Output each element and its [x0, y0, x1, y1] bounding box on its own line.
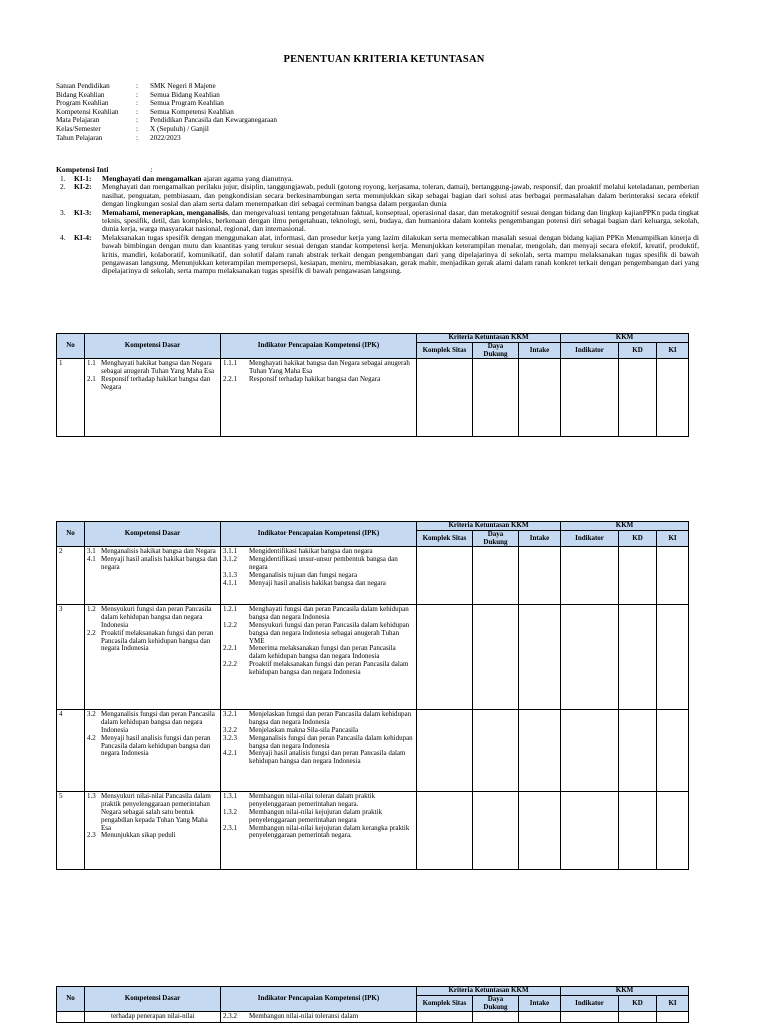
ipk-cell: [221, 605, 417, 710]
identity-colon: :: [136, 82, 138, 90]
kompetensi-inti-list: [56, 175, 699, 276]
page-title: PENENTUAN KRITERIA KETUNTASAN: [283, 54, 485, 65]
ipk-number: 2.2.2: [223, 659, 237, 668]
ipk-item: [223, 622, 414, 645]
empty-cell: [561, 1012, 619, 1023]
ki-item: [56, 209, 699, 234]
identity-row: [56, 91, 277, 100]
ipk-number: 4.1.1: [223, 578, 237, 587]
ipk-number: 3.1.2: [223, 555, 237, 564]
ipk-cell: [221, 547, 417, 605]
empty-cell: [417, 359, 473, 437]
identity-key: Bidang Keahlian: [56, 90, 105, 99]
ipk-text: Responsif terhadap hakikat bangsa dan Negara: [249, 374, 381, 383]
ipk-item: [223, 735, 414, 751]
empty-cell: [619, 605, 657, 710]
identity-value: Semua Bidang Keahlian: [150, 90, 220, 99]
empty-cell: [417, 1012, 473, 1023]
ipk-text: Mengidentifikasi hakikat bangsa dan negara: [249, 547, 373, 556]
ipk-list: [223, 793, 414, 840]
identity-row: [56, 108, 277, 117]
kompetensi-inti-colon: :: [150, 165, 153, 174]
ki-text: Melaksanakan tugas spesifik dengan menggunakan alat, informasi, dan prosedur kerja yang lazim dilakukan serta memecahkan masalah sesuai dengan bidang kajian PPKn Menampilkan kinerja di bawah bimbingan dengan mutu dan kuantitas yang terukur sesuai dengan standar kompetensi kerja. Menunjukkan keterampilan menalar, mengolah, dan menyaji secara efektif, kreatif, produktif, kritis, mandiri, kolaboratif, komunikatif, dan solutif dalam ranah abstrak terkait dengan pengembangan dari yang dipelajarinya di sekolah, serta mampu melaksanakan tugas spesifik di bawah pengawasan langsung. Menunjukkan keterampilan mempersepsi, kesiapan, meniru, membiasakan, gerak mahir, menjadikan gerak alami dalam ranah konkret terkait dengan pengembangan dari yang dipelajarinya di sekolah, serta mampu melaksanakan tugas spesifik di bawah pengawasan langsung.: [102, 232, 699, 276]
header-daya-dukung: Daya Dukung: [473, 995, 519, 1012]
header-ki: KI: [657, 342, 689, 359]
kd-item: [87, 735, 218, 758]
kd-number: 1.1: [87, 359, 96, 368]
kompetensi-dasar-cell: [85, 359, 221, 437]
identity-row: [56, 125, 277, 134]
empty-cell: [561, 547, 619, 605]
identity-value: Semua Program Keahlian: [150, 99, 224, 108]
empty-cell: [619, 792, 657, 870]
ipk-text: Membangun nilai-nilai toleransi dalam: [249, 1012, 359, 1021]
empty-cell: [519, 547, 561, 605]
identity-value: Pendidikan Pancasila dan Kewarganegaraan: [150, 116, 277, 125]
empty-cell: [657, 1012, 689, 1023]
ipk-item: [223, 645, 414, 661]
row-number: 4: [57, 710, 85, 792]
empty-cell: [417, 605, 473, 710]
ipk-number: 4.2.1: [223, 749, 237, 758]
empty-cell: [657, 359, 689, 437]
table-row: [57, 547, 689, 605]
kd-list: [87, 606, 218, 653]
identity-key: Program Keahlian: [56, 99, 109, 108]
header-kompetensi-dasar: Kompetensi Dasar: [85, 334, 221, 359]
header-indikator: Indikator: [561, 995, 619, 1012]
ipk-item: [223, 711, 414, 727]
kd-text: Menunjukkan sikap peduli: [101, 831, 176, 840]
ipk-item: [223, 360, 414, 376]
ki-number: 1.: [60, 174, 66, 183]
ipk-item: [223, 376, 414, 384]
ipk-text: Menghayati hakikat bangsa dan Negara sebagai anugerah Tuhan Yang Maha Esa: [249, 359, 410, 376]
identity-key: Kelas/Semester: [56, 124, 101, 133]
ki-code: KI-2:: [74, 182, 92, 192]
ipk-item: [223, 793, 414, 809]
ipk-text: Mengidentifikasi unsur-unsur pembentuk bangsa dan negara: [249, 555, 398, 571]
header-ipk: Indikator Pencapaian Kompetensi (IPK): [221, 987, 417, 1012]
empty-cell: [657, 547, 689, 605]
kd-item: [87, 556, 218, 572]
identity-row: [56, 134, 277, 143]
ipk-number: 1.3.2: [223, 807, 237, 816]
empty-cell: [619, 710, 657, 792]
identity-key: Mata Pelajaran: [56, 116, 100, 125]
ipk-list: [223, 548, 414, 587]
empty-cell: [561, 359, 619, 437]
ipk-text: Menerima melaksanakan fungsi dan peran Pancasila dalam kehidupan bangsa dan negara Indonesia: [249, 644, 396, 661]
ipk-text: Menjelaskan makna Sila-sila Pancasila: [249, 725, 359, 734]
ipk-number: 3.1.1: [223, 547, 237, 556]
kd-item: [87, 606, 218, 629]
empty-cell: [519, 792, 561, 870]
ipk-text: Menjelaskan fungsi dan peran Pancasila dalam kehidupan bangsa dan negara Indonesia: [249, 710, 412, 727]
empty-cell: [561, 792, 619, 870]
empty-cell: [473, 792, 519, 870]
ipk-number: 2.2.1: [223, 374, 237, 383]
table-row: [57, 710, 689, 792]
ipk-number: 1.3.1: [223, 792, 237, 801]
ipk-item: [223, 809, 414, 825]
kompetensi-dasar-cell: [85, 792, 221, 870]
ipk-text: Mensyukuri fungsi dan peran Pancasila dalam kehidupan bangsa dan negara Indonesia sebagai anugerah Tuhan YME: [249, 620, 410, 645]
identity-row: [56, 116, 277, 125]
ipk-cell: [221, 792, 417, 870]
ipk-item: [223, 606, 414, 622]
header-ki: KI: [657, 995, 689, 1012]
ipk-list: [223, 606, 414, 676]
header-no: No: [57, 522, 85, 547]
kd-text: Proaktif melaksanakan fungsi dan peran Pancasila dalam kehidupan bangsa dan negara Indonesia: [101, 628, 214, 653]
header-ki: KI: [657, 530, 689, 547]
empty-cell: [473, 710, 519, 792]
kd-number: 1.3: [87, 792, 96, 801]
kompetensi-dasar-cell: [85, 1012, 221, 1023]
kd-text: Mensyukuri nilai-nilai Pancasila dalam praktik penyelenggaraan pemerintahan Negara sebagai salah satu bentuk pengabdian kepada Tuhan Yang Maha Esa: [101, 792, 211, 832]
kd-text: terhadap penerapan nilai-nilai: [111, 1012, 195, 1021]
kd-number: 3.1: [87, 547, 96, 556]
ipk-number: 3.2.2: [223, 725, 237, 734]
ipk-text: Menyaji hasil analisis hakikat bangsa dan negara: [249, 578, 386, 587]
empty-cell: [619, 1012, 657, 1023]
header-ipk: Indikator Pencapaian Kompetensi (IPK): [221, 334, 417, 359]
kd-text: Menghayati hakikat bangsa dan Negara sebagai anugerah Tuhan Yang Maha Esa: [101, 359, 215, 376]
header-komplek-sitas: Komplek Sitas: [417, 530, 473, 547]
identity-value: X (Sepuluh) / Ganjil: [150, 124, 209, 133]
identity-key: Kompetensi Keahlian: [56, 107, 119, 116]
empty-cell: [417, 792, 473, 870]
header-kriteria-ketuntasan: Kriteria Ketuntasan KKM: [417, 522, 561, 531]
ipk-number: 2.2.1: [223, 644, 237, 653]
header-kkm: KKM: [561, 522, 689, 531]
kd-text: Menyaji hasil analisis fungsi dan peran Pancasila dalam kehidupan bangsa dan negara Indonesia: [101, 733, 211, 758]
header-ipk: Indikator Pencapaian Kompetensi (IPK): [221, 522, 417, 547]
ipk-number: 1.2.2: [223, 620, 237, 629]
kompetensi-inti-heading: [56, 165, 153, 174]
ki-number: 2.: [60, 182, 66, 192]
ipk-number: 1.2.1: [223, 605, 237, 614]
identity-colon: :: [136, 107, 138, 116]
ki-text: Menghayati dan mengamalkan ajaran agama yang dianutnya.: [102, 174, 294, 183]
ipk-item: [223, 750, 414, 766]
identity-colon: :: [136, 133, 138, 142]
header-komplek-sitas: Komplek Sitas: [417, 995, 473, 1012]
kd-number: 4.2: [87, 733, 96, 742]
kd-text: Menyaji hasil analisis hakikat bangsa dan negara: [101, 555, 218, 571]
ipk-item: [223, 825, 414, 841]
kd-number: 3.2: [87, 710, 96, 719]
kompetensi-dasar-cell: [85, 710, 221, 792]
ki-text: Menghayati dan mengamalkan perilaku jujur, disiplin, tanggungjawab, peduli (gotong royong, kerjasama, toleran, damai), bertanggung-jawab, responsif, dan proaktif melalui keteladanan, pemberian nasihat, penguatan, pembiasaan, dan pengkondisian secara berkesinambungan serta menunjukkan sikap sebagai bagian dari solusi atas berbagai permasalahan dalam berinteraksi secara efektif dengan lingkungan sosial dan alam serta dalam menempatkan diri sebagai cerminan bangsa dalam pergaulan dunia: [102, 182, 699, 209]
ipk-item: [223, 580, 414, 588]
header-no: No: [57, 987, 85, 1012]
identity-row: [56, 82, 277, 91]
ki-item: [56, 183, 699, 208]
identity-colon: :: [136, 99, 138, 108]
kd-list: [87, 360, 218, 391]
table-row: [57, 792, 689, 870]
identity-value: Semua Kompetensi Keahlian: [150, 107, 234, 116]
kompetensi-dasar-cell: [85, 547, 221, 605]
empty-cell: [417, 547, 473, 605]
empty-cell: [519, 1012, 561, 1023]
kompetensi-inti-label: Kompetensi Inti: [56, 165, 109, 174]
kd-text: Mensyukuri fungsi dan peran Pancasila dalam kehidupan bangsa dan negara Indonesia: [101, 605, 212, 629]
empty-cell: [657, 605, 689, 710]
identity-value: 2022/2023: [150, 133, 181, 142]
header-kompetensi-dasar: Kompetensi Dasar: [85, 987, 221, 1012]
kkm-table-3: [56, 986, 689, 1023]
identity-key: Tahun Pelajaran: [56, 133, 103, 142]
empty-cell: [473, 359, 519, 437]
ki-emphasis: Memahami, menerapkan, menganalisis: [102, 207, 228, 217]
header-kkm: KKM: [561, 334, 689, 343]
ki-number: 3.: [60, 207, 66, 217]
kd-list: [87, 793, 218, 840]
ki-code: KI-3:: [74, 207, 92, 217]
kd-item: [87, 630, 218, 653]
header-kd: KD: [619, 530, 657, 547]
kd-item: [87, 711, 218, 734]
empty-cell: [473, 1012, 519, 1023]
ki-code: KI-4:: [74, 232, 92, 242]
empty-cell: [561, 710, 619, 792]
ipk-text: Proaktif melaksanakan fungsi dan peran Pancasila dalam kehidupan bangsa dan negara Indonesia: [249, 659, 409, 676]
kkm-table-1: [56, 333, 689, 437]
ipk-text: Membangun nilai-nilai kejujuran dalam praktik penyelenggaraan pemerintahan negara: [249, 807, 382, 824]
ipk-cell: [221, 1012, 417, 1023]
ipk-text: Membangun nilai-nilai toleran dalam praktik penyelenggaraan pemerintahan negara.: [249, 792, 375, 809]
header-intake: Intake: [519, 995, 561, 1012]
ipk-cell: [221, 710, 417, 792]
identity-block: [56, 82, 277, 142]
identity-colon: :: [136, 124, 138, 133]
ipk-text: Menganalisis fungsi dan peran Pancasila dalam kehidupan bangsa dan negara Indonesia: [249, 733, 413, 750]
ipk-number: 3.2.1: [223, 710, 237, 719]
kd-item: [87, 793, 218, 832]
identity-row: [56, 99, 277, 108]
ipk-text: Menghayati fungsi dan peran Pancasila dalam kehidupan bangsa dan negara Indonesia: [249, 605, 409, 622]
empty-cell: [657, 792, 689, 870]
ipk-number: 3.2.3: [223, 733, 237, 742]
kkm-table-2: [56, 521, 689, 870]
ki-item: [56, 234, 699, 276]
header-daya-dukung: Daya Dukung: [473, 342, 519, 359]
table-row: [57, 359, 689, 437]
empty-cell: [519, 605, 561, 710]
ipk-number: 2.3.2: [223, 1012, 237, 1021]
empty-cell: [473, 605, 519, 710]
kd-number: 2.3: [87, 831, 96, 840]
ipk-item: [223, 1013, 414, 1021]
header-intake: Intake: [519, 342, 561, 359]
kd-number: 2.2: [87, 628, 96, 637]
header-kriteria-ketuntasan: Kriteria Ketuntasan KKM: [417, 987, 561, 996]
header-indikator: Indikator: [561, 342, 619, 359]
kd-item: [87, 360, 218, 376]
header-kompetensi-dasar: Kompetensi Dasar: [85, 522, 221, 547]
row-number: 1: [57, 359, 85, 437]
table-row: [57, 1012, 689, 1023]
kd-item: [87, 376, 218, 392]
ipk-number: 2.3.1: [223, 823, 237, 832]
kd-text: Menganalisis hakikat bangsa dan Negara: [101, 547, 216, 556]
kd-number: 4.1: [87, 555, 96, 564]
kd-text: Menganalisis fungsi dan peran Pancasila dalam kehidupan bangsa dan negara Indonesia: [101, 710, 215, 734]
kd-number: 2.1: [87, 374, 96, 383]
ipk-list: [223, 360, 414, 383]
header-kriteria-ketuntasan: Kriteria Ketuntasan KKM: [417, 334, 561, 343]
empty-cell: [519, 710, 561, 792]
row-number: 2: [57, 547, 85, 605]
identity-colon: :: [136, 116, 138, 125]
ipk-item: [223, 556, 414, 572]
table-row: [57, 605, 689, 710]
empty-cell: [417, 710, 473, 792]
header-kd: KD: [619, 995, 657, 1012]
header-no: No: [57, 334, 85, 359]
ipk-text: Menyaji hasil analisis fungsi dan peran Pancasila dalam kehidupan bangsa dan negara Indonesia: [249, 749, 406, 766]
ipk-text: Membangun nilai-nilai kejujuran dalam kerangka praktik penyelenggaraan pemerintah negara.: [249, 823, 410, 840]
row-number: 5: [57, 792, 85, 870]
header-kkm: KKM: [561, 987, 689, 996]
empty-cell: [619, 547, 657, 605]
empty-cell: [561, 605, 619, 710]
ki-text: Memahami, menerapkan, menganalisis, dan mengevaluasi tentang pengetahuan faktual, konseptual, operasional dasar, dan metakognitif sesuai dengan bidang dan lingkup kajianPPKn pada tingkat teknis, spesifik, detil, dan kompleks, berkenaan dengan ilmu pengetahuan, teknologi, seni, budaya, dan humaniora dalam konteks pengembangan potensi diri sebagai bagian dari keluarga, sekolah, dunia kerja, warga masyarakat nasional, regional, dan internasional.: [102, 207, 699, 234]
ki-code: KI-1:: [74, 174, 92, 183]
ipk-cell: [221, 359, 417, 437]
header-daya-dukung: Daya Dukung: [473, 530, 519, 547]
row-number: [57, 1012, 85, 1023]
ipk-list: [223, 711, 414, 766]
row-number: 3: [57, 605, 85, 710]
empty-cell: [619, 359, 657, 437]
ipk-number: 3.1.3: [223, 570, 237, 579]
ipk-item: [223, 661, 414, 677]
identity-colon: :: [136, 90, 138, 99]
kompetensi-dasar-cell: [85, 605, 221, 710]
empty-cell: [473, 547, 519, 605]
kd-list: [87, 711, 218, 758]
ki-emphasis: Menghayati dan mengamalkan: [102, 174, 202, 183]
identity-key: Satuan Pendidikan: [56, 82, 110, 90]
header-kd: KD: [619, 342, 657, 359]
kd-item: [87, 832, 218, 840]
header-indikator: Indikator: [561, 530, 619, 547]
empty-cell: [519, 359, 561, 437]
empty-cell: [657, 710, 689, 792]
kd-list: [87, 548, 218, 571]
kd-text: Responsif terhadap hakikat bangsa dan Negara: [101, 374, 211, 391]
kd-number: 1.2: [87, 605, 96, 614]
header-intake: Intake: [519, 530, 561, 547]
ipk-text: Menganalisis tujuan dan fungsi negara: [249, 570, 358, 579]
identity-value: SMK Negeri 8 Majene: [150, 82, 216, 90]
header-komplek-sitas: Komplek Sitas: [417, 342, 473, 359]
ki-number: 4.: [60, 232, 66, 242]
ipk-number: 1.1.1: [223, 359, 237, 368]
